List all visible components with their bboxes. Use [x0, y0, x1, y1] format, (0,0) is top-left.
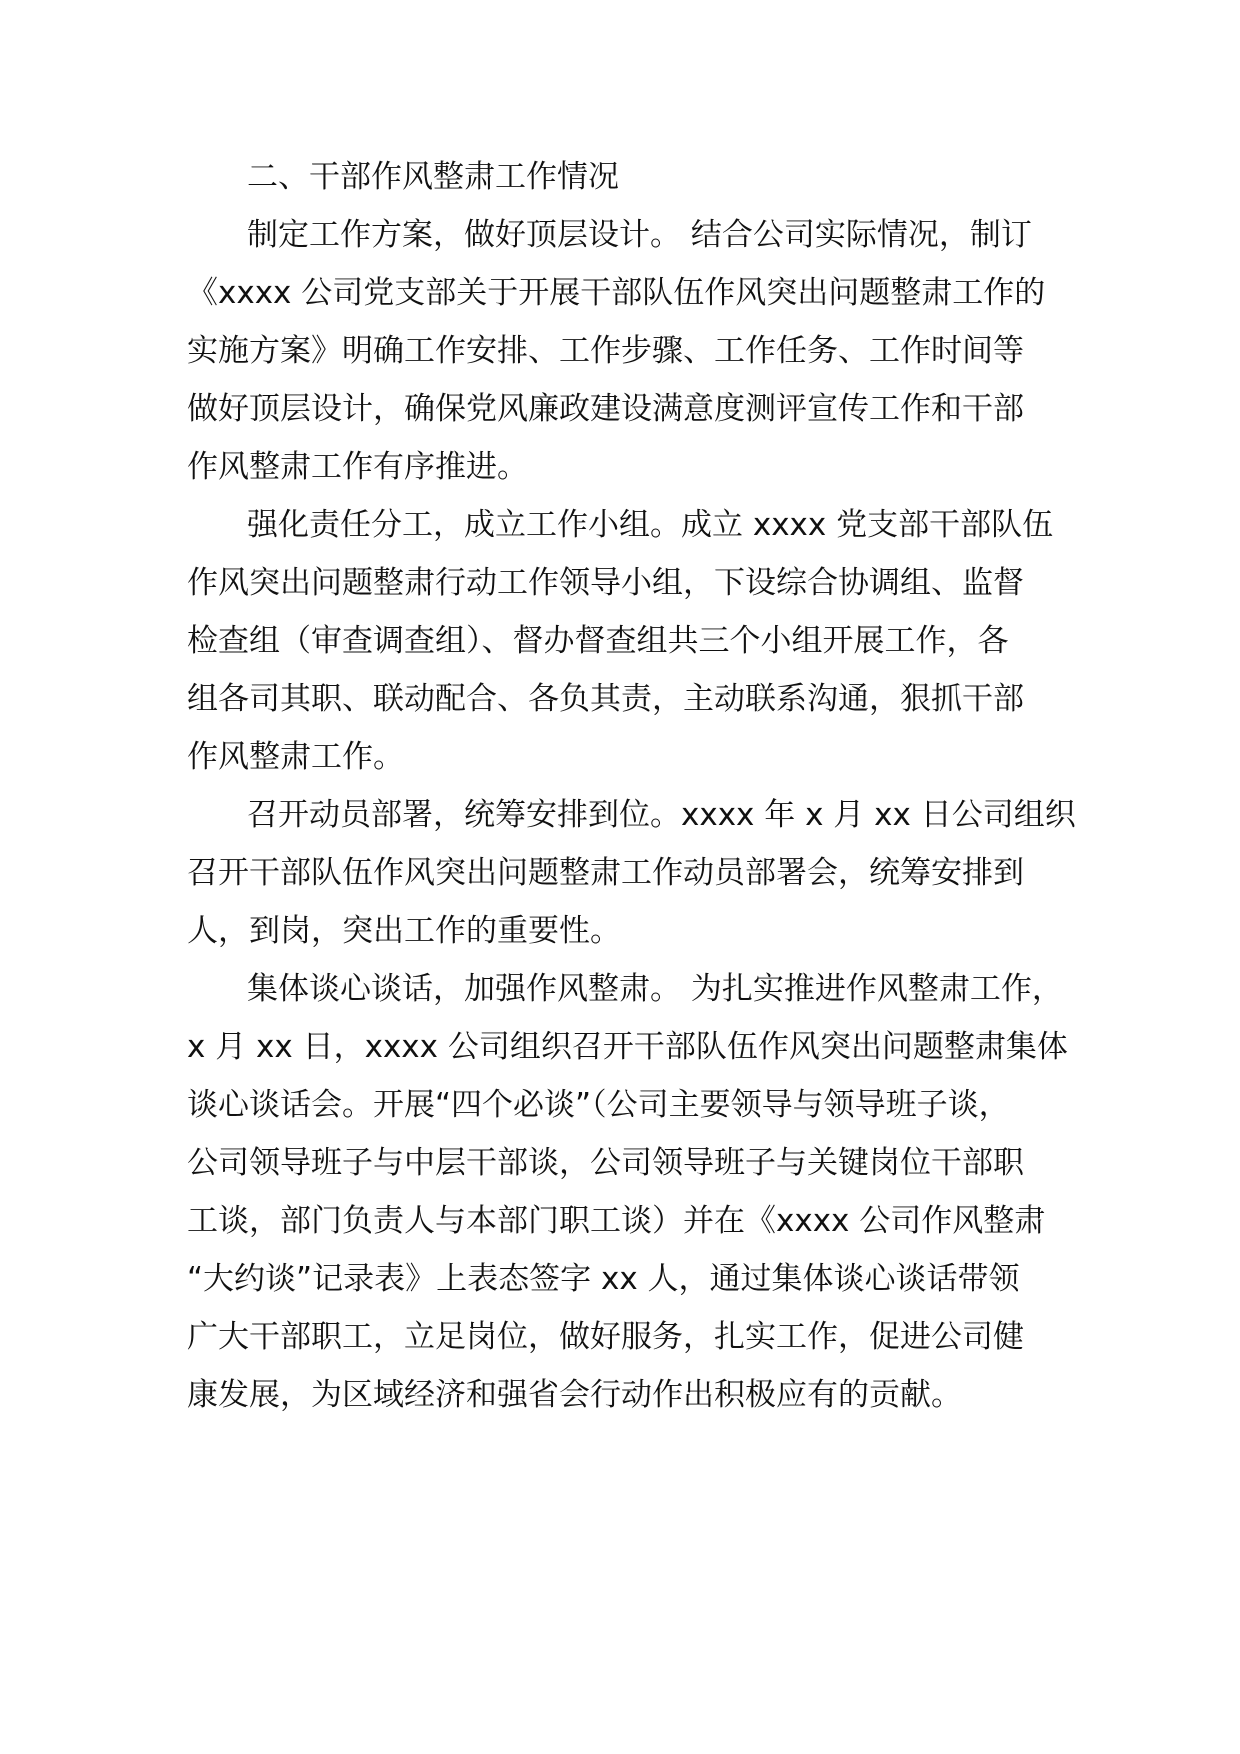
paragraph-4-line-6: “大约谈”记录表》上表态签字 xx 人，通过集体谈心谈话带领: [187, 1261, 1020, 1297]
paragraph-2-line-1: 强化责任分工，成立工作小组。成立 xxxx 党支部干部队伍: [247, 507, 1054, 543]
paragraph-3-line-3: 人，到岗，突出工作的重要性。: [187, 913, 621, 949]
section-heading: 二、干部作风整肃工作情况: [247, 159, 619, 195]
paragraph-4-line-1: 集体谈心谈话，加强作风整肃。 为扎实推进作风整肃工作，: [247, 971, 1063, 1007]
paragraph-2-line-5: 作风整肃工作。: [187, 739, 404, 775]
paragraph-2-line-2: 作风突出问题整肃行动工作领导小组，下设综合协调组、监督: [187, 565, 1024, 601]
paragraph-1-line-2: 《xxxx 公司党支部关于开展干部队伍作风突出问题整肃工作的: [187, 275, 1046, 311]
paragraph-4-line-5: 工谈，部门负责人与本部门职工谈）并在《xxxx 公司作风整肃: [187, 1203, 1046, 1239]
paragraph-2-line-3: 检查组（审查调查组）、督办督查组共三个小组开展工作，各: [187, 623, 1009, 659]
paragraph-1-line-3: 实施方案》明确工作安排、工作步骤、工作任务、工作时间等: [187, 333, 1024, 369]
paragraph-3-line-2: 召开干部队伍作风突出问题整肃工作动员部署会，统筹安排到: [187, 855, 1024, 891]
paragraph-1-line-4: 做好顶层设计，确保党风廉政建设满意度测评宣传工作和干部: [187, 391, 1024, 427]
paragraph-3-line-1: 召开动员部署，统筹安排到位。xxxx 年 x 月 xx 日公司组织: [247, 797, 1076, 833]
paragraph-1-line-1: 制定工作方案，做好顶层设计。 结合公司实际情况，制订: [247, 217, 1032, 253]
paragraph-1-line-5: 作风整肃工作有序推进。: [187, 449, 528, 485]
paragraph-2-line-4: 组各司其职、联动配合、各负其责，主动联系沟通，狠抓干部: [187, 681, 1024, 717]
paragraph-4-line-7: 广大干部职工，立足岗位，做好服务，扎实工作，促进公司健: [187, 1319, 1024, 1355]
paragraph-4-line-8: 康发展，为区域经济和强省会行动作出积极应有的贡献。: [187, 1377, 962, 1413]
paragraph-4-line-4: 公司领导班子与中层干部谈，公司领导班子与关键岗位干部职: [187, 1145, 1024, 1181]
paragraph-4-line-2: x 月 xx 日，xxxx 公司组织召开干部队伍作风突出问题整肃集体: [187, 1029, 1068, 1065]
paragraph-4-line-3: 谈心谈话会。开展“四个必谈”（公司主要领导与领导班子谈，: [187, 1087, 1010, 1123]
